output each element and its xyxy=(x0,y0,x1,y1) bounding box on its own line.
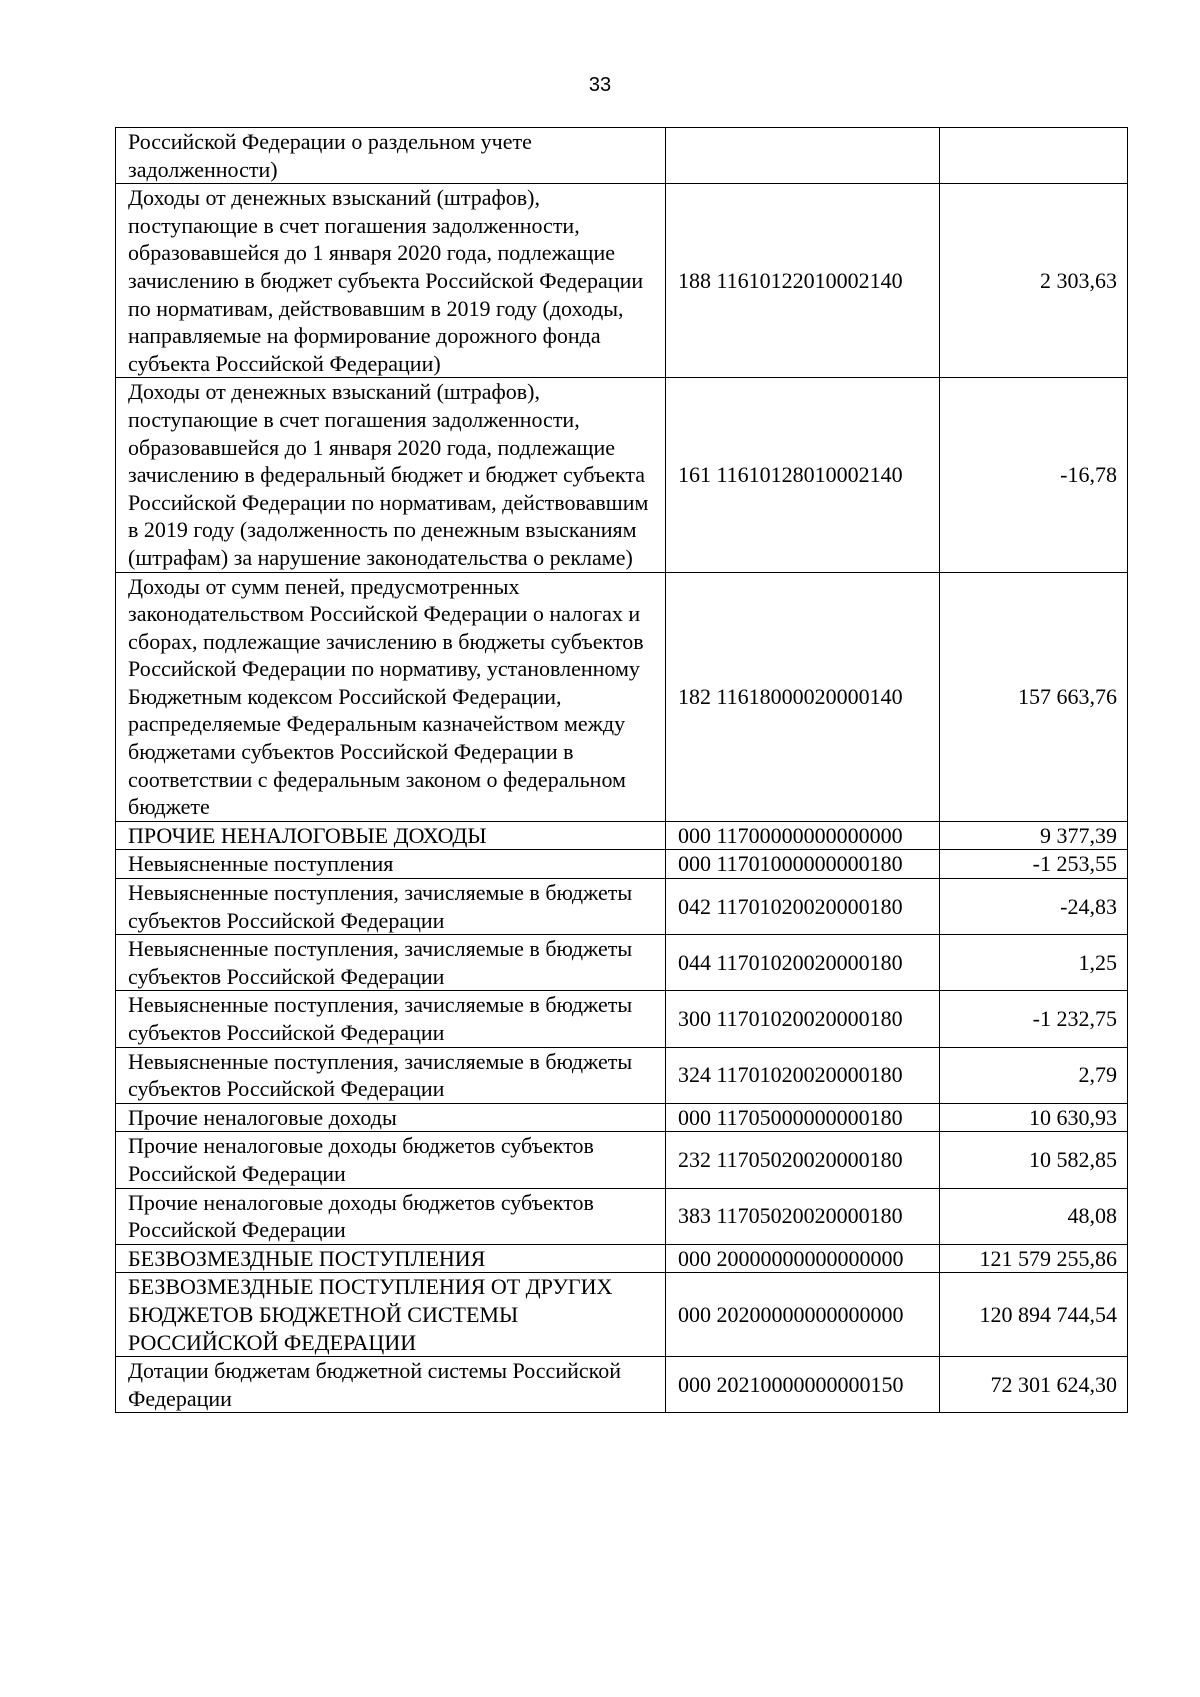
row-amount: -1 232,75 xyxy=(940,991,1128,1047)
table-row xyxy=(116,1273,1128,1357)
row-description: Невыясненные поступления, зачисляемые в бюджеты субъектов Российской Федерации xyxy=(116,1047,666,1103)
row-amount: 2 303,63 xyxy=(940,184,1128,378)
table-row xyxy=(116,991,1128,1047)
row-code: 044 11701020020000180 xyxy=(666,935,940,991)
row-description: БЕЗВОЗМЕЗДНЫЕ ПОСТУПЛЕНИЯ xyxy=(116,1244,666,1273)
row-description: ПРОЧИЕ НЕНАЛОГОВЫЕ ДОХОДЫ xyxy=(116,821,666,850)
row-amount: 120 894 744,54 xyxy=(940,1273,1128,1357)
row-amount: 48,08 xyxy=(940,1188,1128,1244)
row-code: 232 11705020020000180 xyxy=(666,1132,940,1188)
row-description: Прочие неналоговые доходы бюджетов субъектов Российской Федерации xyxy=(116,1132,666,1188)
row-description: Прочие неналоговые доходы xyxy=(116,1103,666,1132)
table-row xyxy=(116,1132,1128,1188)
row-description: Невыясненные поступления, зачисляемые в бюджеты субъектов Российской Федерации xyxy=(116,879,666,935)
row-code xyxy=(666,128,940,184)
table-row xyxy=(116,1047,1128,1103)
row-description: Доходы от сумм пеней, предусмотренных законодательством Российской Федерации о налогах и сборах, подлежащие зачислению в бюджеты субъектов Российской Федерации по нормативу, установленному Бюджетным кодексом Российской Федерации, распределяемые Федеральным казначейством между бюджетами субъектов Российской Федерации в соответствии с федеральным законом о федеральном бюджете xyxy=(116,572,666,821)
row-amount: 1,25 xyxy=(940,935,1128,991)
row-code: 161 11610128010002140 xyxy=(666,378,940,572)
row-description: Прочие неналоговые доходы бюджетов субъектов Российской Федерации xyxy=(116,1188,666,1244)
table-row xyxy=(116,572,1128,821)
revenue-table xyxy=(115,127,1128,1413)
row-description: Российской Федерации о раздельном учете задолженности) xyxy=(116,128,666,184)
row-description: БЕЗВОЗМЕЗДНЫЕ ПОСТУПЛЕНИЯ ОТ ДРУГИХ БЮДЖЕТОВ БЮДЖЕТНОЙ СИСТЕМЫ РОССИЙСКОЙ ФЕДЕРАЦИИ xyxy=(116,1273,666,1357)
row-description: Дотации бюджетам бюджетной системы Российской Федерации xyxy=(116,1357,666,1413)
row-code: 000 11701000000000180 xyxy=(666,850,940,879)
row-amount xyxy=(940,128,1128,184)
row-code: 300 11701020020000180 xyxy=(666,991,940,1047)
table-row xyxy=(116,879,1128,935)
row-description: Доходы от денежных взысканий (штрафов), поступающие в счет погашения задолженности, образовавшейся до 1 января 2020 года, подлежащие зачислению в федеральный бюджет и бюджет субъекта Российской Федерации по нормативам, действовавшим в 2019 году (задолженность по денежным взысканиям (штрафам) за нарушение законодательства о рекламе) xyxy=(116,378,666,572)
row-amount: -24,83 xyxy=(940,879,1128,935)
row-code: 000 20200000000000000 xyxy=(666,1273,940,1357)
row-amount: 157 663,76 xyxy=(940,572,1128,821)
row-amount: -1 253,55 xyxy=(940,850,1128,879)
row-amount: 10 630,93 xyxy=(940,1103,1128,1132)
row-amount: 10 582,85 xyxy=(940,1132,1128,1188)
table-row xyxy=(116,1244,1128,1273)
row-description: Невыясненные поступления, зачисляемые в бюджеты субъектов Российской Федерации xyxy=(116,991,666,1047)
row-description: Доходы от денежных взысканий (штрафов), поступающие в счет погашения задолженности, образовавшейся до 1 января 2020 года, подлежащие зачислению в бюджет субъекта Российской Федерации по нормативам, действовавшим в 2019 году (доходы, направляемые на формирование дорожного фонда субъекта Российской Федерации) xyxy=(116,184,666,378)
row-description: Невыясненные поступления, зачисляемые в бюджеты субъектов Российской Федерации xyxy=(116,935,666,991)
row-amount: -16,78 xyxy=(940,378,1128,572)
table-row xyxy=(116,1357,1128,1413)
row-code: 000 11705000000000180 xyxy=(666,1103,940,1132)
row-amount: 9 377,39 xyxy=(940,821,1128,850)
row-code: 383 11705020020000180 xyxy=(666,1188,940,1244)
table-row xyxy=(116,184,1128,378)
row-code: 324 11701020020000180 xyxy=(666,1047,940,1103)
table-row xyxy=(116,821,1128,850)
row-code: 188 11610122010002140 xyxy=(666,184,940,378)
row-code: 000 20000000000000000 xyxy=(666,1244,940,1273)
table-row xyxy=(116,850,1128,879)
row-code: 000 11700000000000000 xyxy=(666,821,940,850)
table-row xyxy=(116,1103,1128,1132)
row-amount: 72 301 624,30 xyxy=(940,1357,1128,1413)
page-number: 33 xyxy=(588,74,612,96)
row-code: 182 11618000020000140 xyxy=(666,572,940,821)
table-row xyxy=(116,1188,1128,1244)
row-description: Невыясненные поступления xyxy=(116,850,666,879)
table-row xyxy=(116,128,1128,184)
row-amount: 2,79 xyxy=(940,1047,1128,1103)
row-code: 042 11701020020000180 xyxy=(666,879,940,935)
row-amount: 121 579 255,86 xyxy=(940,1244,1128,1273)
table-row xyxy=(116,935,1128,991)
table-row xyxy=(116,378,1128,572)
row-code: 000 20210000000000150 xyxy=(666,1357,940,1413)
